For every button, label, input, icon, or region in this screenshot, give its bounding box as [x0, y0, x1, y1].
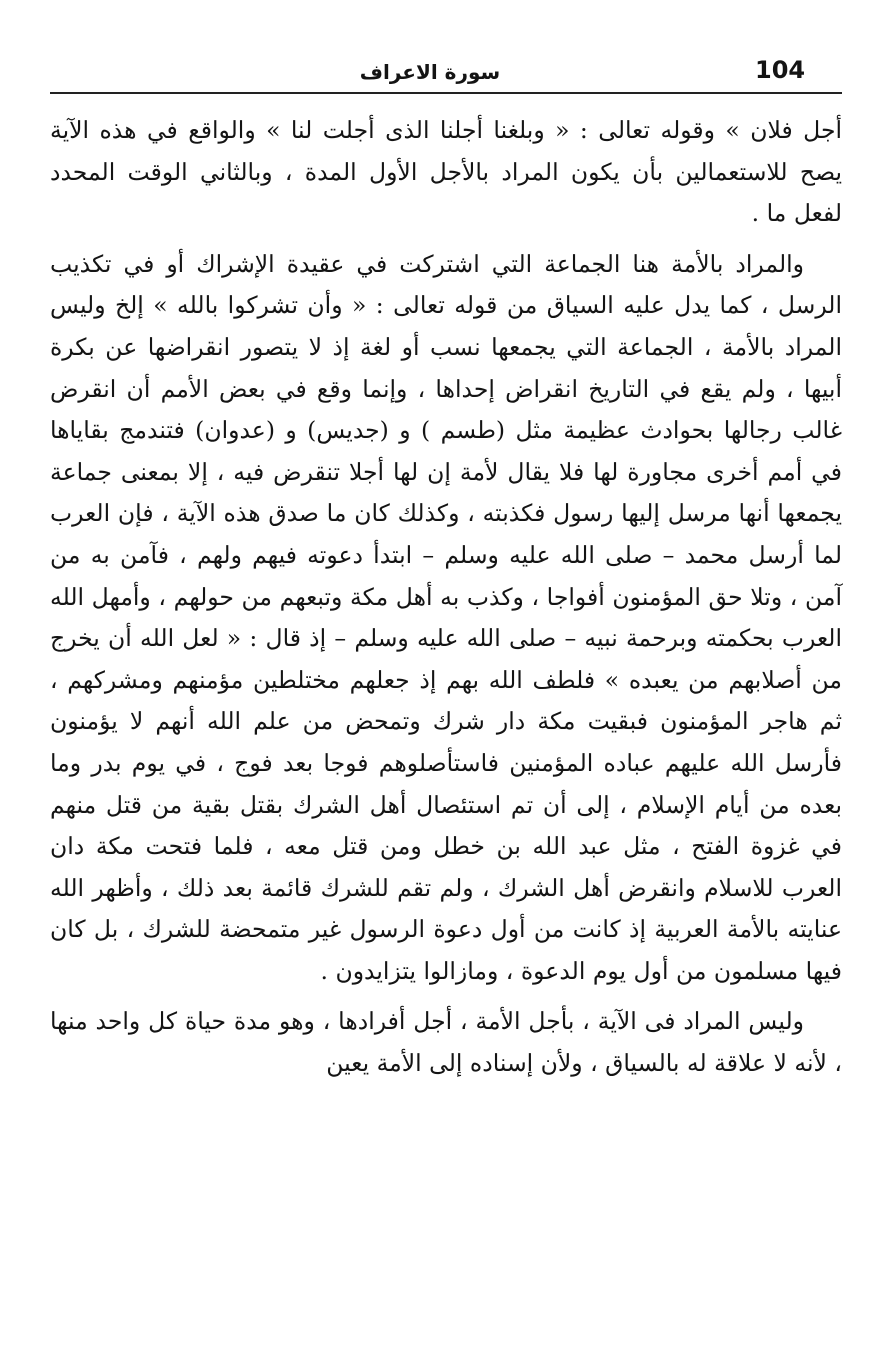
- body-text: [50, 110, 842, 1085]
- running-title: سورة الاعراف: [359, 60, 501, 84]
- paragraph: أجل فلان » وقوله تعالى : « وبلغنا أجلنا الذى أجلت لنا » والواقع في هذه الآية يصح للاستعمالين بأن يكون المراد بالأجل الأول المدة ، وبالثاني الوقت المحدد لفعل ما .: [50, 116, 842, 228]
- page-number: 104: [755, 56, 806, 84]
- header-divider: [50, 92, 842, 94]
- page-header: [50, 52, 842, 92]
- paragraph: وليس المراد فى الآية ، بأجل الأمة ، أجل أفرادها ، وهو مدة حياة كل واحد منها ، لأنه لا علاقة له بالسياق ، ولأن إسناده إلى الأمة يعين: [50, 1007, 842, 1078]
- paragraph: والمراد بالأمة هنا الجماعة التي اشتركت في عقيدة الإشراك أو في تكذيب الرسل ، كما يدل عليه السياق من قوله تعالى : « وأن تشركوا بالله » إلخ وليس المراد بالأمة ، الجماعة التي يجمعها نسب أو لغة إذ لا يتصور انقراضها عن بكرة أبيها ، ولم يقع في التاريخ انقراض إحداها ، وإنما وقع في بعض الأمم أن انقرض غالب رجالها بحوادث عظيمة مثل (طسم ) و (جديس) و (عدوان) فتندمج بقاياها في أمم أخرى مجاورة لها فلا يقال لأمة إن لها أجلا تنقرض فيه ، إلا بمعنى جماعة يجمعها أنها مرسل إليها رسول فكذبته ، وكذلك كان ما صدق هذه الآية ، فإن العرب لما أرسل محمد – صلى الله عليه وسلم – ابتدأ دعوته فيهم ولهم ، فآمن به من آمن ، وتلا حق المؤمنون أفواجا ، وكذب به أهل مكة وتبعهم من حولهم ، وأمهل الله العرب بحكمته وبرحمة نبيه – صلى الله عليه وسلم – إذ قال : « لعل الله أن يخرج من أصلابهم من يعبده » فلطف الله بهم إذ جعلهم مختلطين مؤمنهم ومشركهم ، ثم هاجر المؤمنون فبقيت مكة دار شرك وتمحض من علم الله أنهم لا يؤمنون فأرسل الله عليهم عباده المؤمنين فاستأصلوهم فوجا بعد فوج ، في يوم بدر وما بعده من أيام الإسلام ، إلى أن تم استئصال أهل الشرك بقتل بقية من قتل منهم في غزوة الفتح ، مثل عبد الله بن خطل ومن قتل معه ، فلما فتحت مكة دان العرب للاسلام وانقرض أهل الشرك ، ولم تقم للشرك قائمة بعد ذلك ، وأظهر الله عنايته بالأمة العربية إذ كانت من أول دعوة الرسول غير متمحضة للشرك ، بل كان فيها مسلمون من أول يوم الدعوة ، ومازالوا يتزايدون .: [50, 249, 842, 985]
